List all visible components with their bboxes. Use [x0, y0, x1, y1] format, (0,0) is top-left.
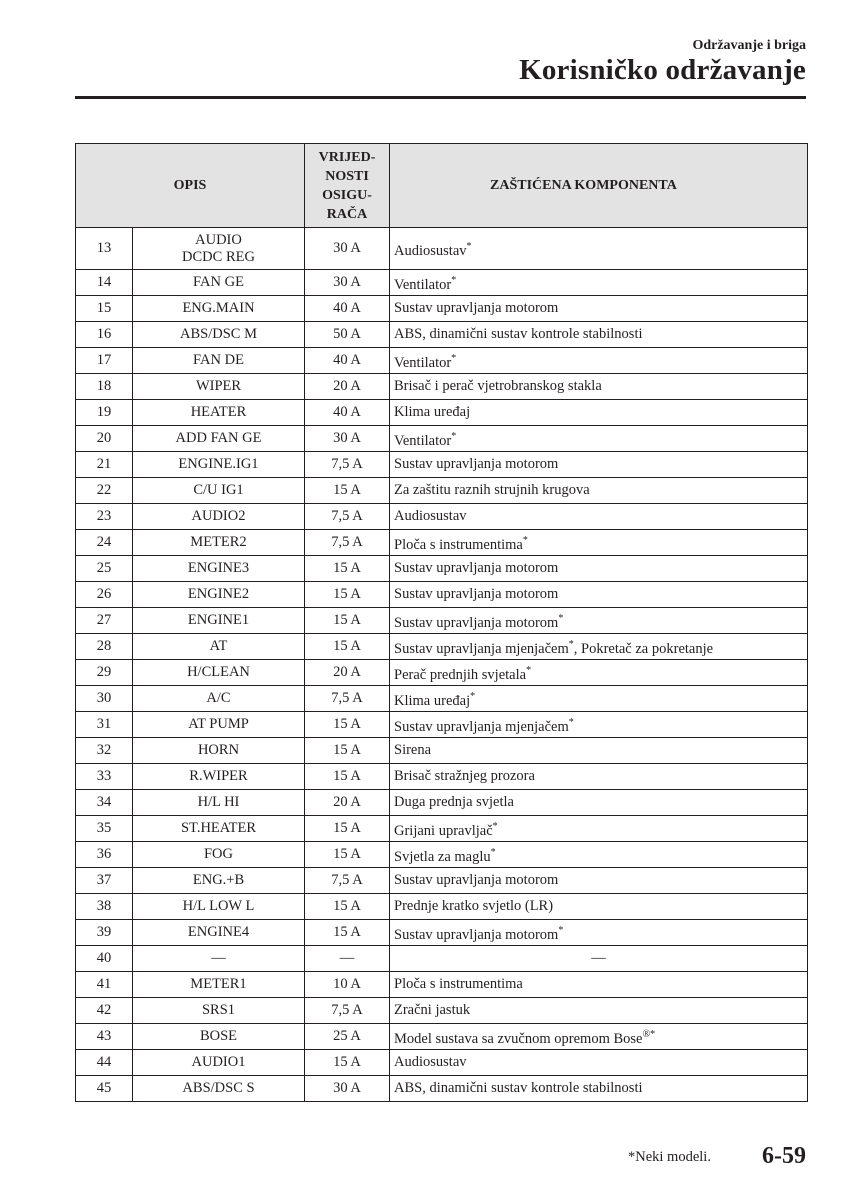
- fuse-value: 30 A: [305, 1076, 390, 1102]
- fuse-value: 30 A: [305, 270, 390, 296]
- table-row: [76, 686, 808, 712]
- fuse-opis: FOG: [133, 842, 305, 868]
- fuse-value: 15 A: [305, 920, 390, 946]
- fuse-table: [75, 143, 808, 1102]
- header-value-line: VRIJED-: [318, 149, 376, 165]
- fuse-opis: ENG.MAIN: [133, 296, 305, 322]
- footnote: *Neki modeli.: [628, 1149, 711, 1165]
- fuse-value: 15 A: [305, 478, 390, 504]
- fuse-value: 15 A: [305, 634, 390, 660]
- table-row: [76, 452, 808, 478]
- fuse-component: Klima uređaj: [390, 400, 808, 426]
- fuse-value: 30 A: [305, 228, 390, 270]
- table-row: [76, 712, 808, 738]
- fuse-number: 40: [76, 946, 133, 972]
- fuse-number: 21: [76, 452, 133, 478]
- fuse-value: 15 A: [305, 582, 390, 608]
- fuse-component: Sirena: [390, 738, 808, 764]
- fuse-opis: BOSE: [133, 1024, 305, 1050]
- fuse-component: Grijani upravljač*: [390, 816, 808, 842]
- fuse-opis: AUDIO1: [133, 1050, 305, 1076]
- table-row: [76, 504, 808, 530]
- fuse-value: —: [305, 946, 390, 972]
- fuse-component: Audiosustav: [390, 504, 808, 530]
- table-row: [76, 816, 808, 842]
- fuse-number: 22: [76, 478, 133, 504]
- fuse-component: Sustav upravljanja motorom: [390, 556, 808, 582]
- fuse-opis: R.WIPER: [133, 764, 305, 790]
- fuse-number: 26: [76, 582, 133, 608]
- fuse-component: Perač prednjih svjetala*: [390, 660, 808, 686]
- fuse-number: 45: [76, 1076, 133, 1102]
- fuse-component: Sustav upravljanja mjenjačem*, Pokretač za pokretanje: [390, 634, 808, 660]
- fuse-number: 39: [76, 920, 133, 946]
- fuse-table-body: [76, 228, 808, 1102]
- fuse-component: Ploča s instrumentima*: [390, 530, 808, 556]
- fuse-opis: HORN: [133, 738, 305, 764]
- table-row: [76, 868, 808, 894]
- fuse-component: Ploča s instrumentima: [390, 972, 808, 998]
- fuse-component: ABS, dinamični sustav kontrole stabilnosti: [390, 1076, 808, 1102]
- table-row: [76, 348, 808, 374]
- fuse-component: Sustav upravljanja motorom*: [390, 920, 808, 946]
- table-row: [76, 842, 808, 868]
- header-value-line: RAČA: [326, 206, 368, 222]
- table-row: [76, 738, 808, 764]
- fuse-value: 25 A: [305, 1024, 390, 1050]
- fuse-number: 23: [76, 504, 133, 530]
- fuse-number: 36: [76, 842, 133, 868]
- fuse-number: 44: [76, 1050, 133, 1076]
- fuse-value: 40 A: [305, 400, 390, 426]
- header-divider: [75, 96, 806, 99]
- fuse-component: Sustav upravljanja motorom*: [390, 608, 808, 634]
- fuse-component: Ventilator*: [390, 348, 808, 374]
- fuse-value: 50 A: [305, 322, 390, 348]
- fuse-opis: ENGINE1: [133, 608, 305, 634]
- fuse-component: Sustav upravljanja motorom: [390, 452, 808, 478]
- fuse-component: Svjetla za maglu*: [390, 842, 808, 868]
- fuse-value: 15 A: [305, 894, 390, 920]
- table-row: [76, 296, 808, 322]
- page-number: 6-59: [762, 1143, 806, 1169]
- table-row: [76, 1050, 808, 1076]
- fuse-number: 30: [76, 686, 133, 712]
- fuse-opis: H/CLEAN: [133, 660, 305, 686]
- fuse-opis: AUDIO DCDC REG: [133, 228, 305, 270]
- header-opis: OPIS: [76, 144, 305, 228]
- fuse-opis: WIPER: [133, 374, 305, 400]
- fuse-value: 15 A: [305, 608, 390, 634]
- fuse-value: 7,5 A: [305, 530, 390, 556]
- fuse-value: 20 A: [305, 660, 390, 686]
- table-row: [76, 556, 808, 582]
- fuse-component: Klima uređaj*: [390, 686, 808, 712]
- table-row: [76, 478, 808, 504]
- fuse-number: 14: [76, 270, 133, 296]
- fuse-value: 15 A: [305, 764, 390, 790]
- fuse-opis: A/C: [133, 686, 305, 712]
- table-row: [76, 634, 808, 660]
- fuse-value: 7,5 A: [305, 452, 390, 478]
- fuse-opis: —: [133, 946, 305, 972]
- fuse-value: 7,5 A: [305, 868, 390, 894]
- fuse-number: 32: [76, 738, 133, 764]
- fuse-component: Za zaštitu raznih strujnih krugova: [390, 478, 808, 504]
- fuse-component: Brisač i perač vjetrobranskog stakla: [390, 374, 808, 400]
- fuse-opis: ENGINE3: [133, 556, 305, 582]
- fuse-value: 30 A: [305, 426, 390, 452]
- fuse-opis: ENGINE.IG1: [133, 452, 305, 478]
- fuse-number: 38: [76, 894, 133, 920]
- header-value: [305, 144, 390, 228]
- fuse-component: Sustav upravljanja mjenjačem*: [390, 712, 808, 738]
- fuse-component: Brisač stražnjeg prozora: [390, 764, 808, 790]
- fuse-value: 7,5 A: [305, 504, 390, 530]
- table-row: [76, 1024, 808, 1050]
- fuse-component: Sustav upravljanja motorom: [390, 296, 808, 322]
- fuse-number: 18: [76, 374, 133, 400]
- fuse-opis: ENGINE4: [133, 920, 305, 946]
- fuse-value: 10 A: [305, 972, 390, 998]
- fuse-component: Sustav upravljanja motorom: [390, 868, 808, 894]
- fuse-value: 15 A: [305, 842, 390, 868]
- fuse-component: Ventilator*: [390, 426, 808, 452]
- fuse-number: 28: [76, 634, 133, 660]
- fuse-component: Ventilator*: [390, 270, 808, 296]
- table-row: [76, 972, 808, 998]
- fuse-opis: AUDIO2: [133, 504, 305, 530]
- fuse-component: Prednje kratko svjetlo (LR): [390, 894, 808, 920]
- fuse-value: 7,5 A: [305, 998, 390, 1024]
- table-row: [76, 426, 808, 452]
- fuse-opis: ADD FAN GE: [133, 426, 305, 452]
- table-row: [76, 1076, 808, 1102]
- table-row: [76, 270, 808, 296]
- fuse-component: Zračni jastuk: [390, 998, 808, 1024]
- fuse-number: 17: [76, 348, 133, 374]
- fuse-opis: ABS/DSC M: [133, 322, 305, 348]
- table-row: [76, 228, 808, 270]
- fuse-opis: AT: [133, 634, 305, 660]
- table-row: [76, 608, 808, 634]
- fuse-number: 31: [76, 712, 133, 738]
- fuse-value: 40 A: [305, 296, 390, 322]
- header-value-line: NOSTI: [325, 168, 369, 184]
- fuse-number: 41: [76, 972, 133, 998]
- header-value-line: OSIGU-: [322, 187, 372, 203]
- fuse-component: —: [390, 946, 808, 972]
- fuse-value: 15 A: [305, 816, 390, 842]
- fuse-opis: ENGINE2: [133, 582, 305, 608]
- fuse-opis: AT PUMP: [133, 712, 305, 738]
- fuse-opis: METER2: [133, 530, 305, 556]
- table-header-row: [76, 144, 808, 228]
- fuse-number: 15: [76, 296, 133, 322]
- fuse-number: 33: [76, 764, 133, 790]
- table-row: [76, 530, 808, 556]
- table-row: [76, 998, 808, 1024]
- table-row: [76, 582, 808, 608]
- fuse-number: 34: [76, 790, 133, 816]
- fuse-component: Sustav upravljanja motorom: [390, 582, 808, 608]
- table-row: [76, 920, 808, 946]
- table-row: [76, 790, 808, 816]
- fuse-opis: FAN DE: [133, 348, 305, 374]
- page-title: Korisničko održavanje: [519, 54, 806, 86]
- fuse-opis: H/L LOW L: [133, 894, 305, 920]
- fuse-component: ABS, dinamični sustav kontrole stabilnosti: [390, 322, 808, 348]
- fuse-value: 15 A: [305, 738, 390, 764]
- fuse-value: 20 A: [305, 374, 390, 400]
- fuse-number: 43: [76, 1024, 133, 1050]
- fuse-number: 25: [76, 556, 133, 582]
- fuse-number: 29: [76, 660, 133, 686]
- fuse-value: 15 A: [305, 1050, 390, 1076]
- fuse-opis: HEATER: [133, 400, 305, 426]
- fuse-opis: ABS/DSC S: [133, 1076, 305, 1102]
- fuse-number: 19: [76, 400, 133, 426]
- table-row: [76, 946, 808, 972]
- fuse-component: Duga prednja svjetla: [390, 790, 808, 816]
- fuse-opis: ENG.+B: [133, 868, 305, 894]
- fuse-opis: METER1: [133, 972, 305, 998]
- fuse-number: 27: [76, 608, 133, 634]
- table-row: [76, 374, 808, 400]
- fuse-component: Audiosustav*: [390, 228, 808, 270]
- fuse-value: 20 A: [305, 790, 390, 816]
- fuse-number: 16: [76, 322, 133, 348]
- fuse-number: 37: [76, 868, 133, 894]
- fuse-number: 42: [76, 998, 133, 1024]
- fuse-value: 15 A: [305, 712, 390, 738]
- table-row: [76, 764, 808, 790]
- table-row: [76, 322, 808, 348]
- fuse-number: 13: [76, 228, 133, 270]
- fuse-value: 40 A: [305, 348, 390, 374]
- fuse-opis: C/U IG1: [133, 478, 305, 504]
- fuse-number: 35: [76, 816, 133, 842]
- fuse-opis: SRS1: [133, 998, 305, 1024]
- fuse-component: Model sustava sa zvučnom opremom Bose®*: [390, 1024, 808, 1050]
- fuse-value: 15 A: [305, 556, 390, 582]
- fuse-value: 7,5 A: [305, 686, 390, 712]
- table-row: [76, 400, 808, 426]
- fuse-number: 20: [76, 426, 133, 452]
- header-component: ZAŠTIĆENA KOMPONENTA: [390, 144, 808, 228]
- section-label: Održavanje i briga: [692, 38, 806, 53]
- table-row: [76, 894, 808, 920]
- fuse-opis: H/L HI: [133, 790, 305, 816]
- fuse-component: Audiosustav: [390, 1050, 808, 1076]
- fuse-opis: ST.HEATER: [133, 816, 305, 842]
- fuse-opis: FAN GE: [133, 270, 305, 296]
- fuse-number: 24: [76, 530, 133, 556]
- table-row: [76, 660, 808, 686]
